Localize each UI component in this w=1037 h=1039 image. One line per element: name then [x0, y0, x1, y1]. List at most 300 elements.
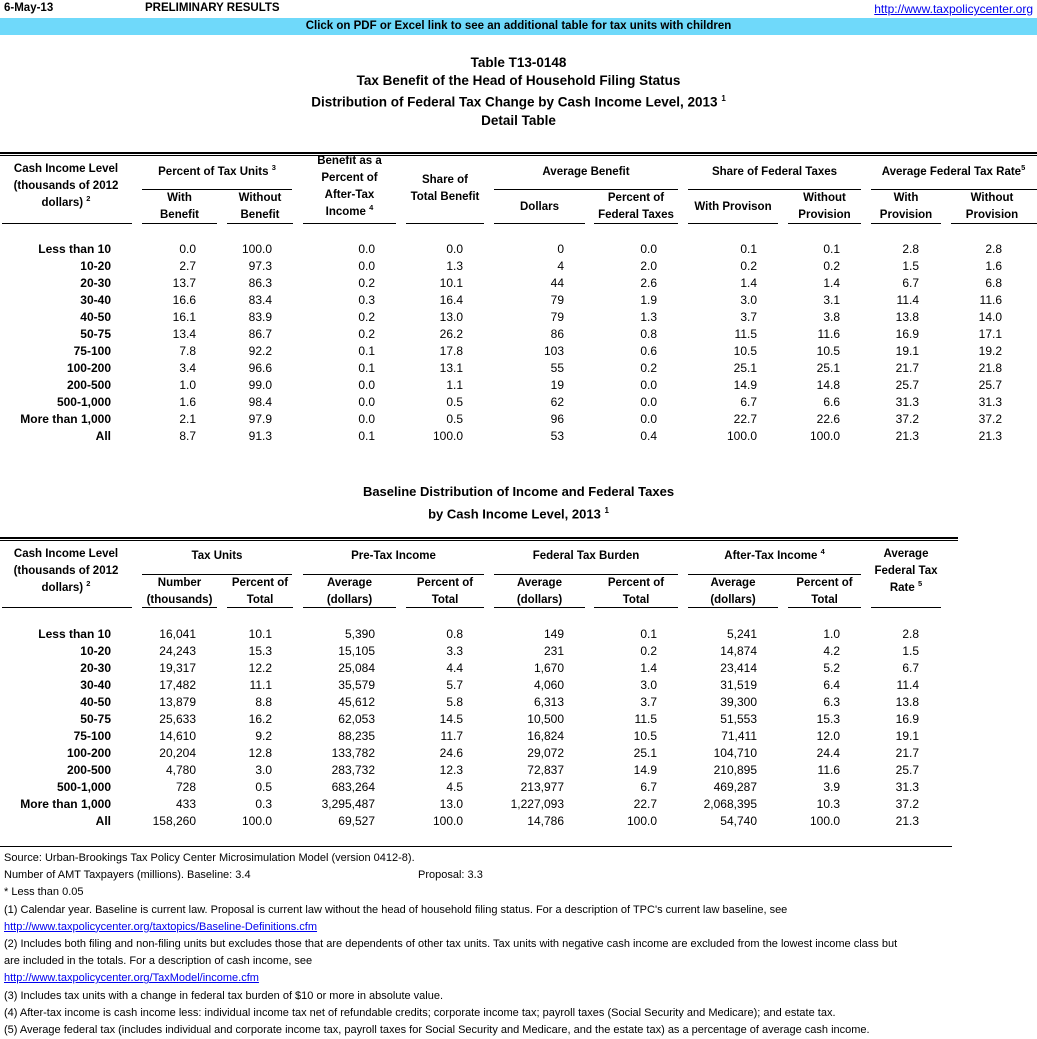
cell-avg-dollars: 103 [543, 344, 564, 358]
table-subtitle: Distribution of Federal Tax Change by Cash Income Level, 2013 $^1$ [311, 94, 726, 110]
cell-rate: 21.3 [895, 814, 919, 828]
cell-units-pct: 0.3 [255, 797, 272, 811]
rule [951, 223, 1037, 224]
col-with-benefit: With Benefit [160, 192, 199, 221]
rule [2, 607, 132, 608]
cell-share-with: 0.2 [740, 259, 757, 273]
cell-units: 19,317 [159, 661, 196, 675]
cell-rate-with: 11.4 [896, 293, 919, 307]
col-share-without-provision: Without Provision [798, 192, 851, 221]
cell-units: 20,204 [159, 746, 196, 760]
info-banner: Click on PDF or Excel link to see an additional table for tax units with children [0, 18, 1037, 35]
col-group-avg-benefit: Average Benefit [542, 166, 630, 178]
cell-after-avg: 39,300 [720, 695, 757, 709]
cell-benefit-pct-ati: 0.0 [358, 395, 375, 409]
cell-benefit-pct-ati: 0.0 [358, 242, 375, 256]
cell-rate-with: 19.1 [895, 344, 919, 358]
col-without-benefit: Without Benefit [238, 192, 282, 221]
cell-rate-with: 25.7 [895, 378, 919, 392]
table-row [0, 343, 1037, 360]
cell-burden-pct: 6.7 [640, 780, 657, 794]
table-row [0, 694, 1037, 711]
cell-units-pct: 8.8 [255, 695, 272, 709]
cell-after-avg: 210,895 [713, 763, 757, 777]
cell-share-total: 13.0 [439, 310, 463, 324]
cell-pretax-pct: 4.5 [446, 780, 463, 794]
baseline-definitions-link[interactable]: http://www.taxpolicycenter.org/taxtopics/Baseline-Definitions.cfm [4, 920, 318, 933]
cell-rate-without: 17.1 [978, 327, 1002, 341]
cell-pretax-pct: 11.7 [440, 729, 463, 743]
cell-level: 10-20 [80, 259, 111, 273]
cell-burden-pct: 10.5 [633, 729, 657, 743]
cell-avg-dollars: 79 [550, 293, 564, 307]
cell-burden-pct: 1.4 [640, 661, 657, 675]
cell-share-with: 14.9 [733, 378, 757, 392]
cell-burden-avg: 10,500 [527, 712, 564, 726]
cell-after-pct: 10.3 [816, 797, 840, 811]
cell-units-pct: 9.2 [255, 729, 272, 743]
cell-pretax-pct: 12.3 [439, 763, 463, 777]
cell-rate: 37.2 [895, 797, 919, 811]
cell-rate-without: 1.6 [985, 259, 1002, 273]
cell-rate-with: 31.3 [895, 395, 919, 409]
cell-burden-pct: 3.7 [640, 695, 657, 709]
table-row [0, 660, 1037, 677]
cell-share-without: 3.1 [823, 293, 840, 307]
cell-level: 20-30 [80, 276, 111, 290]
cell-burden-avg: 231 [543, 644, 564, 658]
cell-level: 40-50 [80, 695, 111, 709]
table-row [0, 796, 1037, 813]
cell-pretax-avg: 683,264 [331, 780, 375, 794]
table-row [0, 241, 1037, 258]
cell-level: More than 1,000 [20, 797, 111, 811]
cell-benefit-pct-ati: 0.1 [358, 429, 375, 443]
cell-avg-dollars: 4 [557, 259, 564, 273]
cell-rate-without: 14.0 [978, 310, 1002, 324]
note-1: (1) Calendar year. Baseline is current law. Proposal is current law without the head of household filing status. For a description of TPC's current law baseline, see [4, 903, 788, 916]
cell-avg-dollars: 44 [550, 276, 564, 290]
cell-avg-dollars: 0 [557, 242, 564, 256]
cell-avg-pct-fed: 1.3 [640, 310, 657, 324]
cell-avg-dollars: 86 [550, 327, 564, 341]
cell-rate-without: 19.2 [978, 344, 1002, 358]
cell-benefit-pct-ati: 0.3 [358, 293, 375, 307]
cell-burden-avg: 149 [543, 627, 564, 641]
cell-without-benefit: 99.0 [248, 378, 272, 392]
cell-avg-pct-fed: 0.6 [640, 344, 657, 358]
cell-without-benefit: 83.4 [248, 293, 272, 307]
rule [871, 223, 941, 224]
col-group-tax-units: Tax Units [191, 550, 243, 562]
rule [227, 607, 293, 608]
cell-pretax-avg: 45,612 [338, 695, 375, 709]
table-row [0, 360, 1037, 377]
rule [688, 223, 778, 224]
cell-units: 728 [175, 780, 196, 794]
col-burden-average: Average (dollars) [516, 577, 563, 606]
rule [227, 223, 293, 224]
cell-pretax-pct: 0.8 [446, 627, 463, 641]
cell-without-benefit: 86.7 [248, 327, 272, 341]
cell-units: 13,879 [159, 695, 196, 709]
cell-share-without: 25.1 [816, 361, 840, 375]
cell-after-pct: 4.2 [823, 644, 840, 658]
table-row [0, 745, 1037, 762]
cell-pretax-pct: 4.4 [446, 661, 463, 675]
note-3: (3) Includes tax units with a change in federal tax burden of $10 or more in absolute value. [4, 989, 444, 1002]
cell-avg-pct-fed: 1.9 [640, 293, 657, 307]
cell-level: Less than 10 [38, 627, 111, 641]
cell-share-with: 3.7 [740, 310, 757, 324]
cell-units: 25,633 [159, 712, 196, 726]
cell-rate-without: 6.8 [985, 276, 1002, 290]
cell-share-total: 26.2 [439, 327, 463, 341]
cell-level: 100-200 [66, 361, 111, 375]
cell-pretax-pct: 5.7 [446, 678, 463, 692]
table-row [0, 428, 1037, 445]
table-row [0, 411, 1037, 428]
cell-share-total: 10.1 [439, 276, 463, 290]
rule [142, 607, 217, 608]
cell-burden-pct: 11.5 [634, 712, 657, 726]
cell-after-avg: 2,068,395 [703, 797, 757, 811]
cell-units-pct: 16.2 [248, 712, 272, 726]
cell-after-pct: 15.3 [816, 712, 840, 726]
cell-without-benefit: 83.9 [248, 310, 272, 324]
cell-rate-without: 2.8 [985, 242, 1002, 256]
cell-rate-without: 37.2 [978, 412, 1002, 426]
footnote-rule [0, 846, 952, 847]
cell-burden-avg: 4,060 [533, 678, 564, 692]
cell-rate-with: 37.2 [895, 412, 919, 426]
cell-units: 4,780 [165, 763, 196, 777]
cell-share-without: 6.6 [823, 395, 840, 409]
cell-after-avg: 54,740 [720, 814, 757, 828]
cell-rate: 16.9 [895, 712, 919, 726]
cell-avg-pct-fed: 2.0 [640, 259, 657, 273]
cell-without-benefit: 97.3 [248, 259, 272, 273]
cell-after-pct: 5.2 [823, 661, 840, 675]
cell-level: 75-100 [73, 344, 111, 358]
cell-rate: 21.7 [895, 746, 919, 760]
col-group-pct-tax-units: Percent of Tax Units $^3$ [158, 163, 276, 178]
cell-after-avg: 5,241 [726, 627, 757, 641]
rule [303, 607, 396, 608]
cell-after-pct: 6.4 [823, 678, 840, 692]
cell-pretax-pct: 100.0 [432, 814, 463, 828]
col-units-pct: Percent of Total [231, 577, 289, 606]
cell-share-total: 100.0 [432, 429, 463, 443]
note-5: (5) Average federal tax (includes individual and corporate income tax, payroll taxes for Social Security and Medicare, and the estate tax) as a percentage of average cash income. [4, 1024, 870, 1037]
cell-avg-dollars: 53 [550, 429, 564, 443]
table2-top-rule [0, 537, 958, 541]
col-dollars: Dollars [520, 201, 559, 213]
cell-after-pct: 12.0 [816, 729, 840, 743]
cell-share-with: 100.0 [726, 429, 757, 443]
cell-rate-without: 31.3 [978, 395, 1002, 409]
col-group-fed-burden: Federal Tax Burden [532, 550, 640, 562]
report-date: 6-May-13 [4, 2, 54, 14]
cell-share-total: 16.4 [439, 293, 463, 307]
cell-rate-with: 16.9 [895, 327, 919, 341]
col-burden-pct: Percent of Total [607, 577, 665, 606]
cell-with-benefit: 2.7 [179, 259, 196, 273]
rule [788, 607, 861, 608]
cell-after-avg: 23,414 [720, 661, 757, 675]
cell-benefit-pct-ati: 0.2 [358, 310, 375, 324]
table1-top-rule [0, 152, 1037, 156]
cell-burden-avg: 1,670 [533, 661, 564, 675]
cell-rate-without: 11.6 [979, 293, 1002, 307]
cell-level: All [95, 429, 111, 443]
rule [2, 223, 132, 224]
cell-avg-pct-fed: 2.6 [640, 276, 657, 290]
cell-units: 433 [175, 797, 196, 811]
table-row [0, 309, 1037, 326]
cell-share-without: 3.8 [823, 310, 840, 324]
cell-level: 40-50 [80, 310, 111, 324]
cell-units-pct: 12.8 [248, 746, 272, 760]
cell-share-without: 1.4 [823, 276, 840, 290]
cell-pretax-pct: 24.6 [439, 746, 463, 760]
cell-avg-pct-fed: 0.4 [640, 429, 657, 443]
cell-share-without: 14.8 [816, 378, 840, 392]
cell-burden-avg: 72,837 [527, 763, 564, 777]
cell-rate-without: 25.7 [978, 378, 1002, 392]
cell-share-total: 1.1 [446, 378, 463, 392]
cell-units-pct: 12.2 [248, 661, 272, 675]
cell-benefit-pct-ati: 0.1 [358, 361, 375, 375]
col-income-level: Cash Income Level (thousands of 2012 dollars) $^2$ [13, 163, 119, 209]
cell-burden-pct: 25.1 [633, 746, 657, 760]
cell-benefit-pct-ati: 0.0 [358, 412, 375, 426]
cell-pretax-avg: 35,579 [338, 678, 375, 692]
cell-rate: 19.1 [895, 729, 919, 743]
table2-body [0, 626, 1037, 830]
cell-after-pct: 24.4 [816, 746, 840, 760]
table-row [0, 643, 1037, 660]
cell-share-without: 11.6 [817, 327, 840, 341]
col-group-pretax: Pre-Tax Income [351, 550, 436, 562]
cell-share-without: 10.5 [816, 344, 840, 358]
cell-burden-pct: 3.0 [640, 678, 657, 692]
cell-with-benefit: 1.0 [179, 378, 196, 392]
cell-with-benefit: 3.4 [179, 361, 196, 375]
table-row [0, 377, 1037, 394]
cell-burden-avg: 213,977 [520, 780, 564, 794]
cell-level: 200-500 [66, 763, 111, 777]
table2-title: Baseline Distribution of Income and Federal Taxes by Cash Income Level, 2013 $^1$ [362, 484, 675, 522]
table1-body [0, 241, 1037, 445]
cell-pretax-avg: 283,732 [331, 763, 375, 777]
cell-share-with: 0.1 [740, 242, 757, 256]
table-row [0, 677, 1037, 694]
cell-avg-pct-fed: 0.0 [640, 242, 657, 256]
cell-share-total: 0.0 [446, 242, 463, 256]
amt-note: Number of AMT Taxpayers (millions). Baseline: 3.4 Proposal: 3.3 [4, 869, 483, 882]
footnotes [4, 850, 1034, 1039]
cell-level: 30-40 [80, 678, 111, 692]
cell-avg-dollars: 62 [550, 395, 564, 409]
table-row [0, 258, 1037, 275]
rule [303, 223, 396, 224]
cell-level: 30-40 [80, 293, 111, 307]
cell-burden-pct: 0.1 [640, 627, 657, 641]
cell-after-avg: 14,874 [720, 644, 757, 658]
cell-benefit-pct-ati: 0.1 [358, 344, 375, 358]
top-bar [0, 0, 1037, 18]
cell-rate: 6.7 [902, 661, 919, 675]
col-share-total-benefit: Share of Total Benefit [410, 174, 480, 203]
note-2a: (2) Includes both filing and non-filing units but excludes those that are dependents of other tax units. Tax units with negative cash income are excluded from the lowest income class but [4, 938, 898, 951]
cell-with-benefit: 13.7 [172, 276, 196, 290]
table-row [0, 762, 1037, 779]
col-pct-federal-taxes: Percent of Federal Taxes [598, 192, 674, 221]
cell-rate-without: 21.3 [978, 429, 1002, 443]
cell-units-pct: 15.3 [248, 644, 272, 658]
note-4: (4) After-tax income is cash income less: individual income tax net of refundable credits; corporate income tax; payroll taxes (Social Security and Medicare); and estate tax. [4, 1006, 836, 1019]
cell-rate: 11.4 [896, 678, 919, 692]
cell-rate-with: 2.8 [902, 242, 919, 256]
site-link[interactable]: http://www.taxpolicycenter.org [874, 2, 1033, 16]
cell-share-with: 10.5 [733, 344, 757, 358]
cell-benefit-pct-ati: 0.2 [358, 327, 375, 341]
rule [142, 223, 217, 224]
cell-rate: 13.8 [895, 695, 919, 709]
rule [871, 607, 941, 608]
cell-burden-avg: 16,824 [527, 729, 564, 743]
rule [788, 223, 861, 224]
cell-pretax-pct: 14.5 [439, 712, 463, 726]
cell-share-without: 22.6 [816, 412, 840, 426]
cell-level: 20-30 [80, 661, 111, 675]
cell-share-without: 100.0 [809, 429, 840, 443]
table-row [0, 779, 1037, 796]
cell-without-benefit: 92.2 [248, 344, 272, 358]
cell-with-benefit: 0.0 [179, 242, 196, 256]
cell-units: 14,610 [159, 729, 196, 743]
cell-after-avg: 71,411 [721, 729, 757, 743]
cell-rate-with: 1.5 [902, 259, 919, 273]
table-row [0, 626, 1037, 643]
cell-level: More than 1,000 [20, 412, 111, 426]
cell-avg-pct-fed: 0.2 [640, 361, 657, 375]
cell-share-total: 1.3 [446, 259, 463, 273]
status-label: PRELIMINARY RESULTS [145, 2, 280, 14]
cell-rate-with: 21.3 [895, 429, 919, 443]
cell-with-benefit: 7.8 [179, 344, 196, 358]
cell-rate-with: 6.7 [902, 276, 919, 290]
cell-after-avg: 51,553 [720, 712, 757, 726]
cell-avg-dollars: 96 [550, 412, 564, 426]
col-pretax-pct: Percent of Total [416, 577, 474, 606]
cell-with-benefit: 8.7 [179, 429, 196, 443]
cell-without-benefit: 100.0 [241, 242, 272, 256]
cell-pretax-avg: 15,105 [338, 644, 375, 658]
cell-burden-pct: 100.0 [626, 814, 657, 828]
col-benefit-pct-after-tax: Benefit as a Percent of After-Tax Income $^4$ [317, 155, 382, 218]
cell-without-benefit: 91.3 [248, 429, 272, 443]
cell-share-with: 22.7 [733, 412, 757, 426]
table-row [0, 275, 1037, 292]
cell-level: 500-1,000 [56, 780, 111, 794]
cell-pretax-avg: 5,390 [344, 627, 375, 641]
cell-rate-with: 21.7 [895, 361, 919, 375]
cell-burden-avg: 1,227,093 [510, 797, 564, 811]
cell-level: 10-20 [80, 644, 111, 658]
cell-with-benefit: 16.6 [172, 293, 196, 307]
cell-pretax-avg: 88,235 [338, 729, 375, 743]
cell-avg-pct-fed: 0.0 [640, 412, 657, 426]
cell-rate: 2.8 [902, 627, 919, 641]
cell-pretax-avg: 25,084 [338, 661, 375, 675]
cell-level: Less than 10 [38, 242, 111, 256]
table-title: Tax Benefit of the Head of Household Filing Status [356, 73, 681, 88]
cell-after-pct: 1.0 [823, 627, 840, 641]
cell-units-pct: 10.1 [248, 627, 272, 641]
cell-rate-without: 21.8 [978, 361, 1002, 375]
cell-share-total: 17.8 [439, 344, 463, 358]
cell-units-pct: 0.5 [255, 780, 272, 794]
rule [688, 607, 778, 608]
cell-share-with: 11.5 [734, 327, 757, 341]
cell-rate-with: 13.8 [895, 310, 919, 324]
cell-share-with: 3.0 [740, 293, 757, 307]
table-row [0, 292, 1037, 309]
col-rate-without-provision: Without Provision [965, 192, 1019, 221]
cell-after-avg: 104,710 [713, 746, 757, 760]
cell-after-pct: 11.6 [817, 763, 840, 777]
cell-avg-dollars: 19 [550, 378, 564, 392]
table-number: Table T13-0148 [470, 55, 567, 70]
cash-income-link[interactable]: http://www.taxpolicycenter.org/TaxModel/income.cfm [4, 972, 259, 985]
table-row [0, 813, 1037, 830]
table-row [0, 711, 1037, 728]
cell-share-total: 13.1 [439, 361, 463, 375]
cell-without-benefit: 96.6 [248, 361, 272, 375]
rule [594, 223, 678, 224]
cell-rate: 1.5 [902, 644, 919, 658]
cell-avg-dollars: 79 [550, 310, 564, 324]
cell-share-without: 0.1 [823, 242, 840, 256]
col-group-avg-fed-rate: Average Federal Tax Rate$^5$ [881, 163, 1026, 178]
col-aftertax-average: Average (dollars) [710, 577, 756, 606]
col-pretax-average: Average (dollars) [326, 577, 373, 606]
note-2b: are included in the totals. For a description of cash income, see [4, 955, 313, 968]
cell-without-benefit: 86.3 [248, 276, 272, 290]
cell-share-with: 25.1 [733, 361, 757, 375]
rule [594, 607, 678, 608]
cell-burden-avg: 6,313 [533, 695, 564, 709]
cell-burden-pct: 22.7 [633, 797, 657, 811]
col-aftertax-pct: Percent of Total [796, 577, 853, 606]
cell-with-benefit: 13.4 [172, 327, 196, 341]
less-than-note: * Less than 0.05 [4, 886, 84, 899]
table-row [0, 394, 1037, 411]
cell-without-benefit: 97.9 [248, 412, 272, 426]
rule [406, 223, 484, 224]
cell-with-benefit: 16.1 [172, 310, 196, 324]
source-note: Source: Urban-Brookings Tax Policy Center Microsimulation Model (version 0412-8). [4, 852, 415, 864]
cell-rate: 25.7 [895, 763, 919, 777]
rule [406, 607, 484, 608]
cell-units: 24,243 [159, 644, 196, 658]
cell-level: All [95, 814, 111, 828]
cell-share-total: 0.5 [446, 395, 463, 409]
cell-units-pct: 11.1 [249, 678, 272, 692]
cell-level: 50-75 [80, 327, 111, 341]
